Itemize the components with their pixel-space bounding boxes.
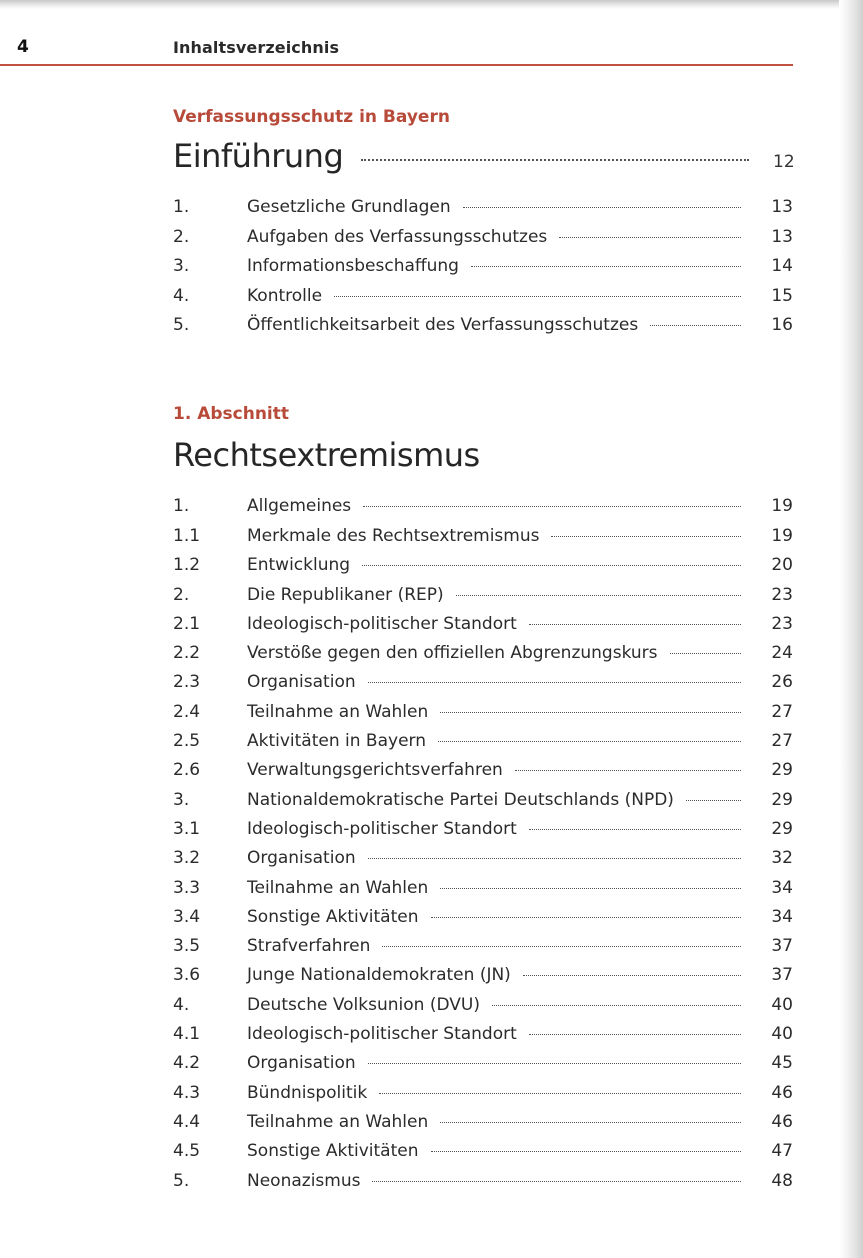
entry-page: 27 [771,731,793,752]
entry-title: Deutsche Volksunion (DVU) [247,994,480,1015]
entry-page: 29 [771,818,793,839]
entry-title: Organisation [247,672,356,693]
entry-number: 4.5 [173,1141,201,1162]
entry-page: 32 [771,848,793,869]
entry-title: Aufgaben des Verfassungsschutzes [247,227,548,247]
dot-leader [361,159,749,161]
dot-leader [463,207,741,208]
entry-title: Teilnahme an Wahlen [247,701,429,722]
dot-leader [686,800,741,801]
entry-title: Bündnispolitik [247,1082,368,1103]
entry-title: Verstöße gegen den offiziellen Abgrenzungskurs [247,643,658,664]
entry-page: 34 [771,877,793,898]
entry-number: 2.3 [173,672,201,693]
entry-page: 40 [771,1024,793,1045]
dot-leader [670,653,741,654]
entry-number: 1.2 [173,555,201,576]
dot-leader [438,741,741,742]
entry-number: 4. [173,994,190,1015]
entry-title: Verwaltungsgerichtsverfahren [247,760,503,781]
section-title: Einführung [173,137,344,175]
section-kicker: Verfassungsschutz in Bayern [173,107,450,127]
entry-number: 1. [173,496,190,516]
toc-entry[interactable] [173,227,793,256]
dot-leader [372,1181,741,1182]
entry-page: 13 [771,197,793,217]
entry-page: 23 [771,584,793,605]
entry-page: 15 [771,285,793,306]
entry-title: Junge Nationaldemokraten (JN) [247,965,511,986]
scan-shadow-right [839,0,863,1258]
toc-entry[interactable] [173,256,793,285]
entry-number: 4. [173,285,190,306]
dot-leader [529,1034,741,1035]
entry-title: Die Republikaner (REP) [247,584,444,605]
toc-entry[interactable] [173,907,793,936]
entry-number: 2.5 [173,731,201,752]
entry-number: 3.1 [173,818,201,839]
toc-entry[interactable] [173,315,793,344]
toc-section-einfuehrung [173,107,793,344]
dot-leader [382,946,741,947]
dot-leader [334,296,741,297]
entry-title: Sonstige Aktivitäten [247,906,419,927]
entry-page: 45 [771,1053,793,1074]
toc-entry[interactable] [173,197,793,227]
entry-page: 16 [771,314,793,335]
dot-leader [529,624,741,625]
entry-number: 1.1 [173,526,201,546]
entry-title: Nationaldemokratische Partei Deutschlands (NPD) [247,789,674,810]
toc-list [173,197,793,344]
toc-entry[interactable] [173,614,793,643]
toc-entry[interactable] [173,585,793,614]
section-title: Rechtsextremismus [173,436,480,474]
entry-number: 3.3 [173,877,201,898]
dot-leader [368,1063,741,1064]
toc-entry[interactable] [173,790,793,819]
entry-page: 37 [771,965,793,986]
entry-title: Aktivitäten in Bayern [247,731,426,752]
toc-entry[interactable] [173,672,793,701]
toc-entry[interactable] [173,878,793,907]
toc-entry[interactable] [173,819,793,848]
dot-leader [362,565,741,566]
entry-page: 47 [771,1141,793,1162]
entry-number: 5. [173,314,190,335]
entry-title: Entwicklung [247,555,351,576]
entry-number: 2. [173,584,190,605]
dot-leader [440,712,741,713]
entry-number: 2.4 [173,701,201,722]
entry-title: Gesetzliche Grundlagen [247,197,451,217]
toc-entry[interactable] [173,848,793,877]
entry-title: Teilnahme an Wahlen [247,1111,429,1132]
toc-entry[interactable] [173,1024,793,1053]
entry-page: 19 [771,526,793,546]
entry-page: 26 [771,672,793,693]
entry-number: 2.2 [173,643,201,664]
entry-page: 19 [771,496,793,516]
toc-section-rechtsextremismus [173,404,793,1200]
entry-number: 3.5 [173,936,201,957]
entry-title: Ideologisch-politischer Standort [247,613,517,634]
dot-leader [529,829,741,830]
entry-title: Organisation [247,848,356,869]
toc-list [173,496,793,1200]
dot-leader [431,1151,742,1152]
entry-title: Merkmale des Rechtsextremismus [247,526,540,546]
entry-number: 4.3 [173,1082,201,1103]
toc-entry[interactable] [173,555,793,584]
entry-page: 23 [771,613,793,634]
toc-entry[interactable] [173,1171,793,1200]
toc-entry[interactable] [173,496,793,526]
toc-entry[interactable] [173,643,793,672]
toc-entry[interactable] [173,1112,793,1141]
dot-leader [559,237,741,238]
entry-number: 2.6 [173,760,201,781]
dot-leader [379,1093,741,1094]
header-rule [0,64,793,66]
entry-page: 13 [771,227,793,247]
dot-leader [523,975,741,976]
entry-page: 48 [771,1170,793,1191]
dot-leader [440,888,741,889]
entry-page: 34 [771,906,793,927]
scan-shadow-top [0,0,863,9]
toc-entry[interactable] [173,1053,793,1082]
section-kicker: 1. Abschnitt [173,404,290,424]
entry-number: 1. [173,197,190,217]
entry-title: Teilnahme an Wahlen [247,877,429,898]
entry-page: 40 [771,994,793,1015]
entry-title: Sonstige Aktivitäten [247,1141,419,1162]
entry-title: Informationsbeschaffung [247,256,459,277]
dot-leader [431,917,742,918]
entry-page: 37 [771,936,793,957]
entry-title: Organisation [247,1053,356,1074]
toc-entry[interactable] [173,995,793,1024]
toc-entry[interactable] [173,702,793,731]
toc-entry[interactable] [173,965,793,994]
entry-number: 2.1 [173,613,201,634]
entry-title: Strafverfahren [247,936,371,957]
toc-entry[interactable] [173,1083,793,1112]
entry-page: 20 [771,555,793,576]
dot-leader [551,536,741,537]
dot-leader [368,682,741,683]
entry-number: 3.6 [173,965,201,986]
entry-title: Öffentlichkeitsarbeit des Verfassungsschutzes [247,314,639,335]
toc-entry[interactable] [173,936,793,965]
entry-number: 3.2 [173,848,201,869]
page-number: 4 [17,37,29,57]
dot-leader [492,1005,741,1006]
entry-number: 3.4 [173,906,201,927]
entry-number: 4.2 [173,1053,201,1074]
dot-leader [650,325,741,326]
dot-leader [515,770,741,771]
entry-page: 29 [771,760,793,781]
entry-page: 24 [771,643,793,664]
entry-number: 4.4 [173,1111,201,1132]
entry-title: Ideologisch-politischer Standort [247,818,517,839]
dot-leader [363,506,741,507]
dot-leader [368,858,741,859]
entry-page: 29 [771,789,793,810]
entry-title: Allgemeines [247,496,352,516]
entry-number: 4.1 [173,1024,201,1045]
entry-number: 5. [173,1170,190,1191]
entry-number: 3. [173,789,190,810]
section-heading[interactable] [173,137,793,175]
toc-entry[interactable] [173,731,793,760]
entry-page: 27 [771,701,793,722]
entry-title: Neonazismus [247,1170,361,1191]
running-title: Inhaltsverzeichnis [173,38,340,57]
entry-page: 14 [771,256,793,277]
entry-number: 3. [173,256,190,277]
toc-entry[interactable] [173,760,793,789]
toc-entry[interactable] [173,286,793,315]
dot-leader [471,266,741,267]
dot-leader [456,595,741,596]
toc-entry[interactable] [173,1141,793,1170]
entry-title: Ideologisch-politischer Standort [247,1024,517,1045]
entry-page: 46 [771,1082,793,1103]
entry-page: 46 [771,1111,793,1132]
section-heading[interactable] [173,436,793,474]
dot-leader [440,1122,741,1123]
entry-number: 2. [173,227,190,247]
entry-title: Kontrolle [247,285,323,306]
toc-entry[interactable] [173,526,793,555]
section-page-number: 12 [773,152,795,172]
